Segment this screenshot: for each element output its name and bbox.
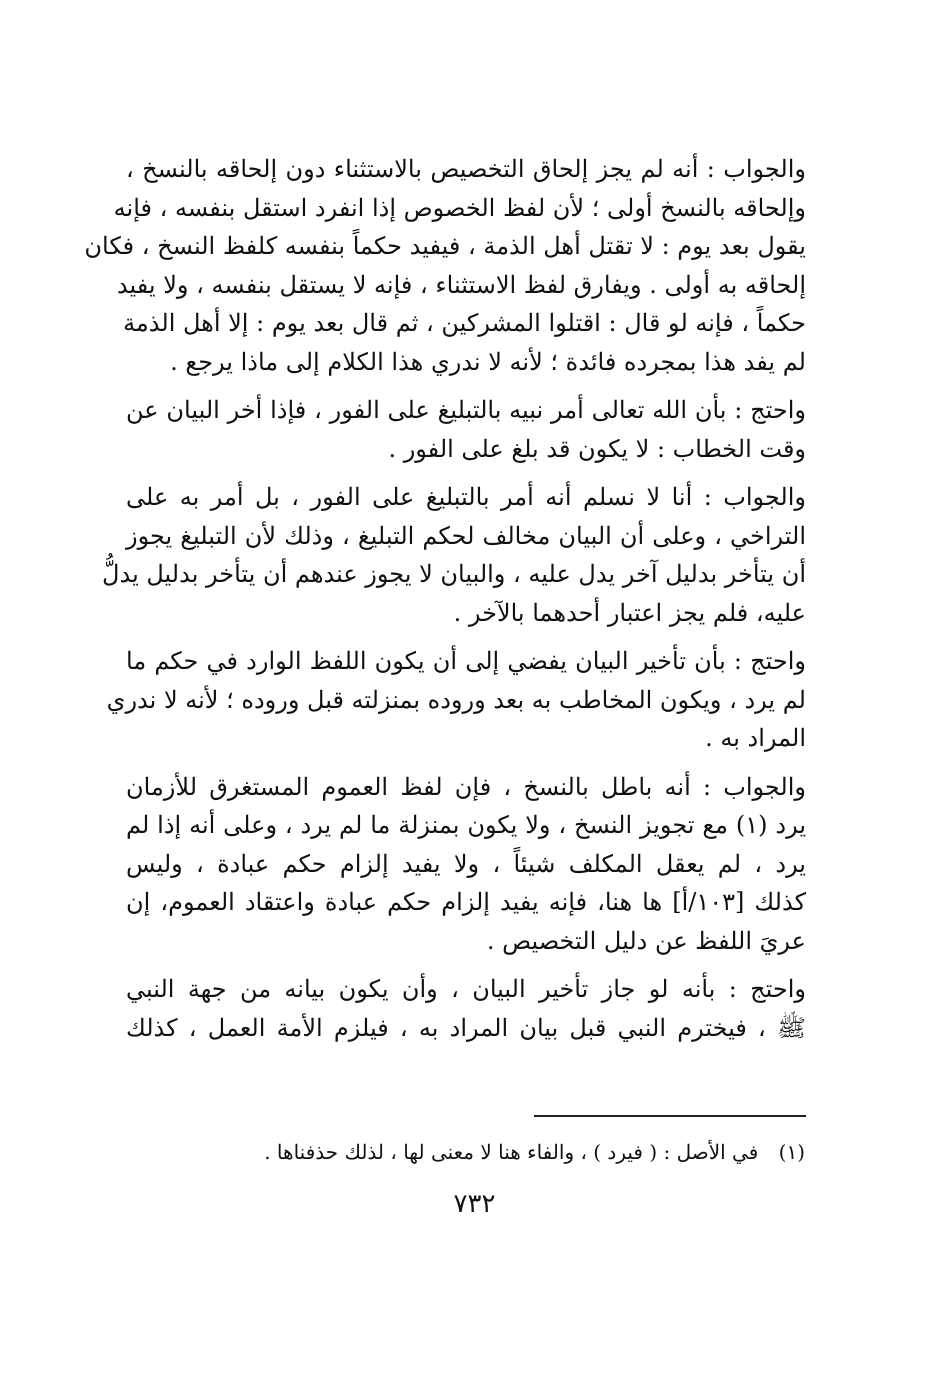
- text-line: واحتج : بأن الله تعالى أمر نبيه بالتبليغ على الفور ، فإذا أخر البيان عن: [126, 396, 806, 424]
- paragraph: [126, 970, 806, 1047]
- text-line: عريَ اللفظ عن دليل التخصيص .: [486, 926, 806, 955]
- paragraph: [126, 391, 806, 468]
- text-line: ﷺ ، فيخترم النبي قبل بيان المراد به ، فيلزم الأمة العمل ، كذلك: [126, 1013, 806, 1042]
- paragraph: [126, 768, 806, 961]
- text-line: التراخي ، وعلى أن البيان مخالف لحكم التبليغ ، وذلك لأن التبليغ يجوز: [126, 521, 806, 550]
- text-line: يرد ، لم يعقل المكلف شيئاً ، ولا يفيد إلزام حكم عبادة ، وليس: [126, 849, 806, 878]
- paragraph: [106, 642, 806, 758]
- text-line: إلحاقه به أولى . ويفارق لفظ الاستثناء ، فإنه لا يستقل بنفسه ، ولا يفيد: [116, 270, 806, 299]
- text-line: واحتج : بأن تأخير البيان يفضي إلى أن يكون اللفظ الوارد في حكم ما: [126, 647, 806, 675]
- text-line: وقت الخطاب : لا يكون قد بلغ على الفور .: [388, 434, 806, 463]
- text-line: أن يتأخر بدليل آخر يدل عليه ، والبيان لا يجوز عندهم أن يتأخر بدليل يدلُّ: [102, 560, 806, 588]
- text-line: حكماً ، فإنه لو قال : اقتلوا المشركين ، ثم قال بعد يوم : إلا أهل الذمة: [123, 309, 806, 337]
- footnote-divider: [534, 1115, 806, 1117]
- text-line: وإلحاقه بالنسخ أولى ؛ لأن لفظ الخصوص إذا انفرد استقل بنفسه ، فإنه: [113, 193, 806, 222]
- text-line: لم يفد هذا بمجرده فائدة ؛ لأنه لا ندري هذا الكلام إلى ماذا يرجع .: [170, 347, 806, 376]
- text-line: والجواب : أنه باطل بالنسخ ، فإن لفظ العموم المستغرق للأزمان: [126, 772, 806, 801]
- footnote: [264, 1137, 805, 1167]
- page-body: [84, 150, 806, 1057]
- text-line: كذلك [١٠٣/أ] ها هنا، فإنه يفيد إلزام حكم عبادة واعتقاد العموم، إن: [126, 888, 806, 916]
- text-line: يرد (١) مع تجويز النسخ ، ولا يكون بمنزلة ما لم يرد ، وعلى أنه إذا لم: [126, 811, 806, 839]
- paragraph: [102, 478, 806, 632]
- page-number: ٧٣٢: [453, 1189, 496, 1219]
- text-line: المراد به .: [705, 724, 806, 752]
- footnote-number: (١): [778, 1140, 805, 1164]
- footnote-text: في الأصل : ( فيرد ) ، والفاء هنا لا معنى لها ، لذلك حذفناها .: [264, 1140, 759, 1164]
- text-line: والجواب : أنه لم يجز إلحاق التخصيص بالاستثناء دون إلحاقه بالنسخ ،: [126, 155, 806, 183]
- paragraph: [84, 150, 806, 381]
- text-line: يقول بعد يوم : لا تقتل أهل الذمة ، فيفيد حكماً بنفسه كلفظ النسخ ، فكان: [84, 232, 806, 260]
- text-line: والجواب : أنا لا نسلم أنه أمر بالتبليغ على الفور ، بل أمر به على: [126, 483, 806, 511]
- text-line: واحتج : بأنه لو جاز تأخير البيان ، وأن يكون بيانه من جهة النبي: [126, 975, 806, 1003]
- text-line: لم يرد ، ويكون المخاطب به بعد وروده بمنزلته قبل وروده ؛ لأنه لا ندري: [106, 685, 806, 714]
- text-line: عليه، فلم يجز اعتبار أحدهما بالآخر .: [453, 598, 806, 627]
